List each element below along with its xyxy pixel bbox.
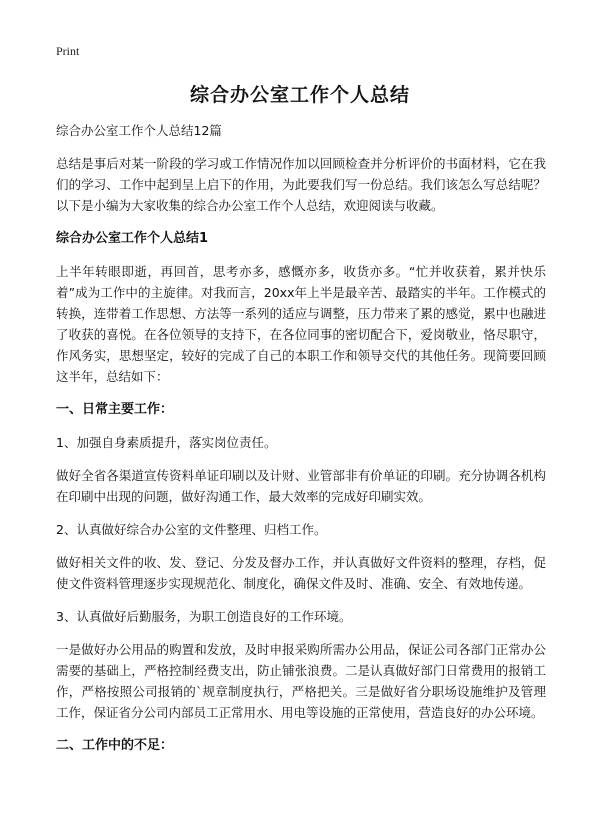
item-text-2: 做好相关文件的收、发、登记、分发及督办工作，并认真做好文件资料的整理，存档，促使文件资料管理逐步实现规范化、制度化，确保文件及时、准确、安全、有效地传递。: [56, 555, 546, 591]
intro-paragraph: 总结是事后对某一阶段的学习或工作情况作加以回顾检查并分析评价的书面材料，它在我们的学习、工作中起到呈上启下的作用，为此要我们写一份总结。我们该怎么写总结呢？以下是小编为大家收集的综合办公室工作个人总结，欢迎阅读与收藏。: [56, 156, 546, 213]
part-heading-daily-work: 一、日常主要工作：: [56, 402, 174, 417]
section-heading: 综合办公室工作个人总结1: [56, 231, 209, 246]
item-text-1: 做好全省各渠道宣传资料单证印刷以及计财、业管部非有价单证的印刷。充分协调各机构在印刷中出现的问题，做好沟通工作，最大效率的完成好印刷实效。: [56, 468, 546, 504]
document-body: [56, 120, 546, 768]
part-heading-shortcomings: 二、工作中的不足：: [56, 738, 174, 753]
document-subtitle: 综合办公室工作个人总结12篇: [56, 123, 222, 138]
item-title-2: 2、认真做好综合办公室的文件整理、归档工作。: [56, 522, 327, 537]
page-title: 综合办公室工作个人总结: [189, 84, 410, 106]
print-label: Print: [56, 44, 80, 58]
item-title-1: 1、加强自身素质提升，落实岗位责任。: [56, 435, 277, 450]
item-title-3: 3、认真做好后勤服务，为职工创造良好的工作环境。: [56, 609, 352, 624]
section-paragraph: 上半年转眼即逝，再回首，思考亦多，感慨亦多，收货亦多。“忙并收获着，累并快乐着”成为工作中的主旋律。对我而言，20xx年上半是最辛苦、最踏实的半年。工作模式的转换，连带着工作思想、方法等一系列的适应与调整，压力带来了累的感觉，累中也融进了收获的喜悦。在各位领导的支持下，在各位同事的密切配合下，爱岗敬业，恪尽职守，作风务实，思想坚定，较好的完成了自己的本职工作和领导交代的其他任务。现简要回顾这半年，总结如下：: [56, 264, 546, 384]
item-text-3: 一是做好办公用品的购置和发放，及时申报采购所需办公用品，保证公司各部门正常办公需要的基础上，严格控制经费支出，防止铺张浪费。二是认真做好部门日常费用的报销工作，严格按照公司报销的`规章制度执行，严格把关。三是做好省分职场设施维护及管理工作，保证省分公司内部员工正常用水、用电等设施的正常使用，营造良好的办公环境。: [56, 642, 546, 720]
